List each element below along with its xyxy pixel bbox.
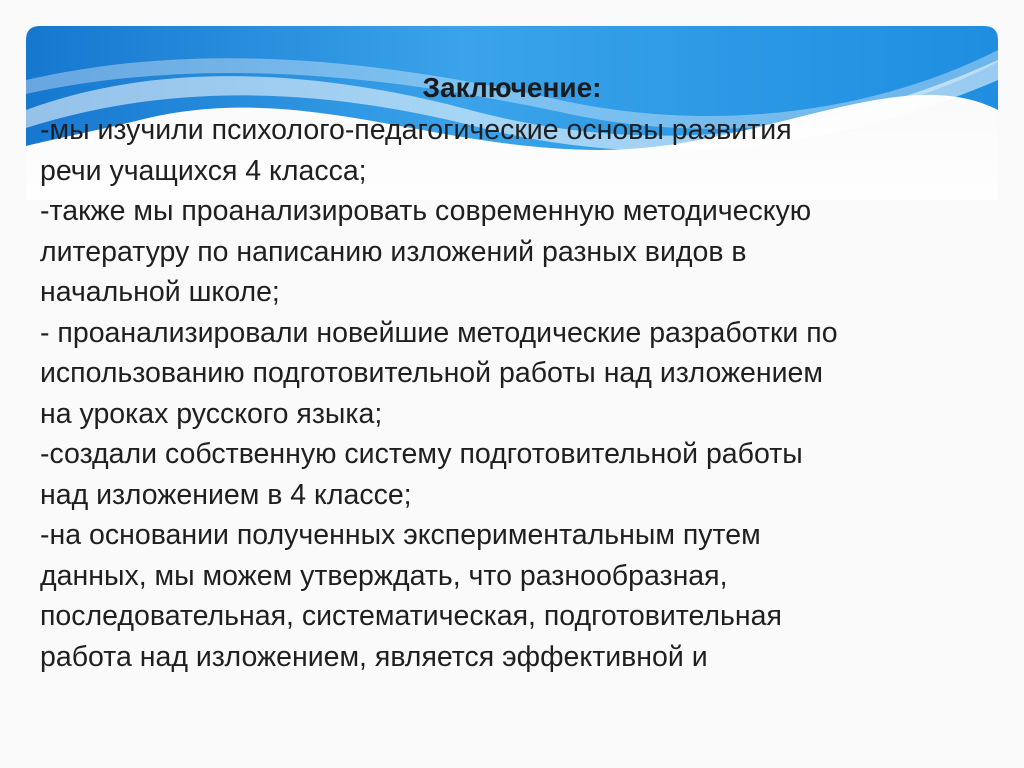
text-line: данных, мы можем утверждать, что разнообразная, bbox=[40, 559, 728, 592]
text-line: речи учащихся 4 класса; bbox=[40, 154, 367, 187]
text-line: -на основании полученных экспериментальным путем bbox=[40, 519, 761, 551]
text-line: - проанализировали новейшие методические разработки по bbox=[40, 316, 838, 349]
text-line: литературу по написанию изложений разных видов в bbox=[40, 235, 747, 268]
conclusion-text bbox=[40, 110, 1000, 677]
text-line: -мы изучили психолого-педагогические основы развития bbox=[40, 114, 792, 146]
text-line: -создали собственную систему подготовительной работы bbox=[40, 438, 803, 470]
text-line: -также мы проанализировать современную методическую bbox=[40, 195, 812, 227]
slide-title: Заключение: bbox=[422, 72, 602, 103]
text-line: последовательная, систематическая, подготовительная bbox=[40, 600, 782, 632]
text-line: над изложением в 4 классе; bbox=[40, 478, 412, 511]
text-line: на уроках русского языка; bbox=[40, 397, 383, 430]
text-line: использованию подготовительной работы над изложением bbox=[40, 357, 823, 389]
text-line: работа над изложением, является эффективной и bbox=[40, 640, 708, 673]
text-line: начальной школе; bbox=[40, 276, 280, 308]
